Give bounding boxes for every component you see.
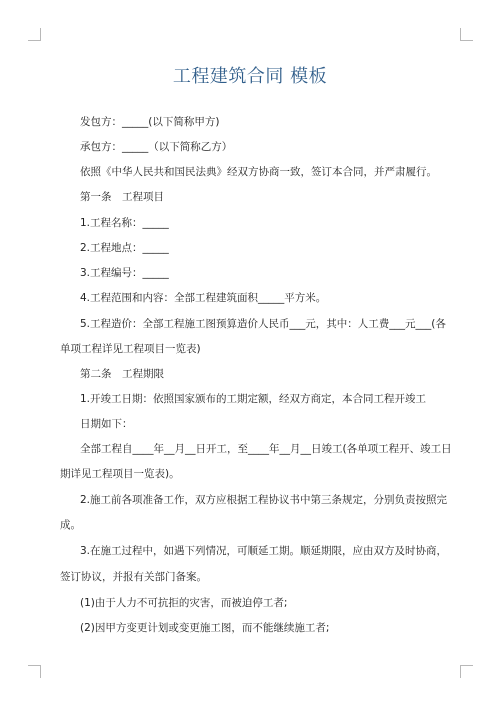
page-corner-mark-top-right: [460, 28, 473, 41]
preparation-line-cont: 成。: [60, 519, 81, 531]
page-corner-mark-bottom-right: [460, 665, 473, 678]
page-corner-mark-top-left: [28, 28, 41, 41]
overall-schedule-line: 全部工程自____年__月__日开工，至____年__月__日竣工(各单项工程开、竣工日: [80, 443, 452, 455]
extension-case-1: (1)由于人力不可抗拒的灾害，而被迫停工者;: [80, 597, 288, 609]
extension-case-2: (2)因甲方变更计划或变更施工图，而不能继续施工者;: [80, 622, 330, 634]
start-end-date-line-cont: 日期如下：: [80, 418, 133, 430]
project-name-line: 1.工程名称：_____: [80, 217, 169, 229]
page-corner-mark-bottom-left: [28, 665, 41, 678]
extension-line-cont: 签订协议，并报有关部门备案。: [60, 571, 207, 583]
party-b-line: 承包方：_____（以下简称乙方）: [80, 141, 233, 153]
project-scope-line: 4.工程范围和内容：全部工程建筑面积_____平方米。: [80, 292, 327, 304]
overall-schedule-line-cont: 期详见工程项目一览表)。: [60, 468, 180, 480]
party-a-line: 发包方：_____(以下简称甲方): [80, 116, 220, 128]
extension-line: 3.在施工过程中，如遇下列情况，可顺延工期。顺延期限，应由双方及时协商，: [80, 545, 448, 557]
document-title: 工程建筑合同 模板: [172, 66, 328, 87]
project-cost-line-cont: 单项工程详见工程项目一览表): [60, 343, 201, 355]
project-cost-line: 5.工程造价：全部工程施工图预算造价人民币___元，其中：人工费___元___(各: [80, 318, 446, 330]
preamble-line: 依照《中华人民共和国民法典》经双方协商一致，签订本合同，并严肃履行。: [80, 166, 437, 178]
project-location-line: 2.工程地点：_____: [80, 242, 169, 254]
article-2-heading: 第二条 工程期限: [80, 368, 164, 380]
start-end-date-line: 1.开竣工日期：依照国家颁布的工期定额，经双方商定，本合同工程开竣工: [80, 393, 427, 405]
preparation-line: 2.施工前各项准备工作，双方应根据工程协议书中第三条规定，分别负责按照完: [80, 494, 448, 506]
project-number-line: 3.工程编号：_____: [80, 267, 169, 279]
article-1-heading: 第一条 工程项目: [80, 191, 164, 203]
